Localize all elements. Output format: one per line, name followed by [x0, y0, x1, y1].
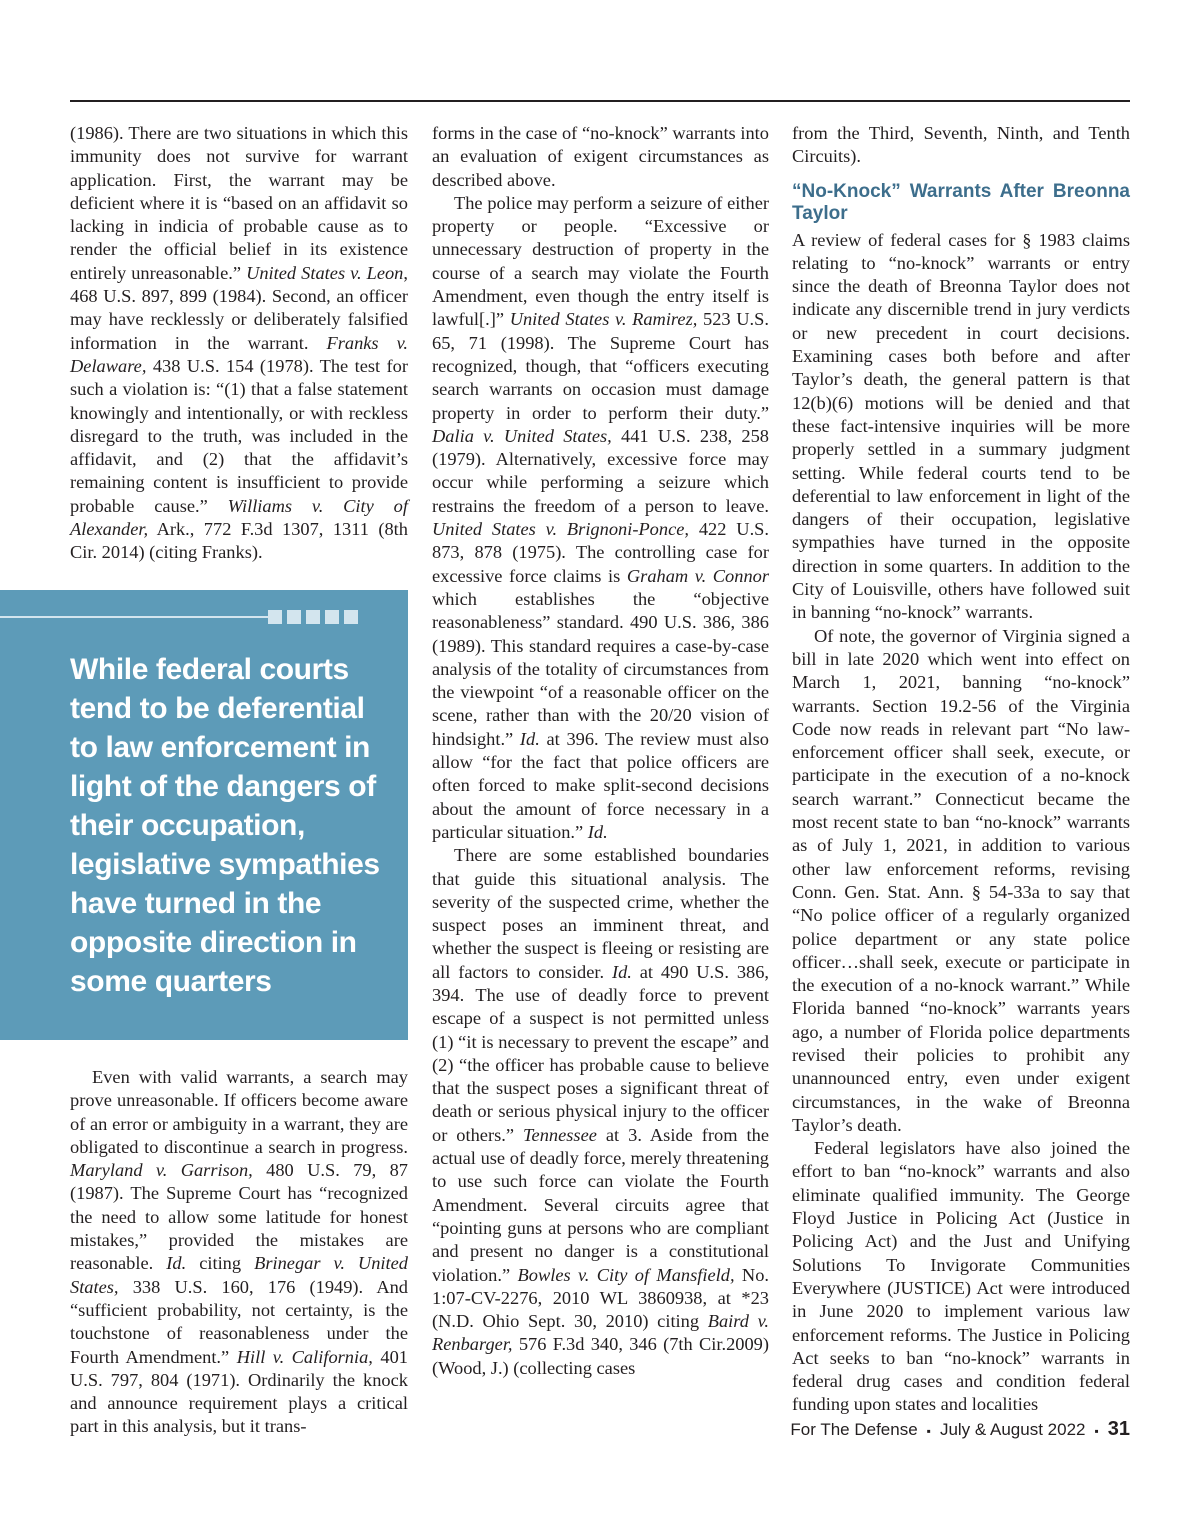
text-run: forms in the case of “no-knock” warrants into an evaluation of exigent circumstances as described above. [432, 123, 769, 190]
text-run: at 396. The review must also allow “for the fact that police officers are often forced to make split-second decisions about the amount of force necessary in a particular situation.” [432, 728, 769, 842]
column-3 [792, 122, 1130, 1417]
case-citation: United States v. Brignoni-Ponce, [432, 519, 689, 540]
pull-quote-rule [0, 616, 268, 618]
text-run: 422 U.S. 873, 878 (1975). The controlling case for excessive force claims is [432, 519, 769, 586]
case-citation: Tennessee [523, 1124, 597, 1145]
text-run: Federal legislators have also joined the effort to ban “no-knock” warrants and also eliminate qualified immunity. The George Floyd Justice in Policing Act (Justice in Policing Act) and the Just and Unifying Solutions To Invigorate Communities Everywhere (JUSTICE) Act were introduced in June 2020 to implement various law enforcement reforms. The Justice in Policing Act seeks to ban “no-knock” warrants in federal drug cases and condition federal funding upon states and localities [792, 1138, 1130, 1415]
text-run: at 490 U.S. 386, 394. The use of deadly force to prevent escape of a suspect is not permitted unless (1) “it is necessary to prevent the escape” and (2) “the officer has probable cause to believe that the suspect poses a significant threat of death or serious physical injury to the officer or others.” [432, 961, 769, 1145]
pull-quote-box [0, 590, 408, 1040]
case-citation: Hill v. California, [236, 1346, 373, 1367]
square-icon [306, 610, 320, 624]
pull-quote-text: While federal courts tend to be deferential to law enforcement in light of the dangers of their occupation, legislative sympathies have turned in the opposite direction in some quarters [70, 653, 380, 998]
text-run: Of note, the governor of Virginia signed a bill in late 2020 which went into effect on March 1, 2021, banning “no-knock” warrants. Section 19.2-56 of the Virginia Code now reads in relevant part “No law-enforcement officer shall seek, execute, or participate in the execution of a no-knock search warrant.” Connecticut became the most recent state to ban “no-knock” warrants as of July 1, 2021, in addition to various other law enforcement reforms, revising Conn. Gen. Stat. Ann. § 54-33a to say that “No police officer of a regularly organized police department or any state police officer…shall seek, execute or participate in the execution of a no-knock warrant.” While Florida banned “no-knock” warrants years ago, a number of Florida police departments revised their policies to prohibit any unannounced entry, even under exigent circumstances, in the wake of Breonna Taylor’s death. [792, 625, 1130, 1135]
case-citation: Baird v. Renbarger, [432, 1311, 770, 1355]
text-run: 441 U.S. 238, 258 (1979). Alternatively, excessive force may occur while performing a seizure which restrains the freedom of a person to leave. [432, 425, 769, 516]
case-citation: Dalia v. United States, [432, 425, 612, 446]
text-run: 438 U.S. 154 (1978). The test for such a violation is: “(1) that a false statement knowingly and intentionally, or with reckless disregard to the truth, was included in the affidavit, and (2) that the affidavit’s remaining content is insufficient to provide probable cause.” [70, 355, 408, 516]
text-run: citing [186, 1253, 255, 1274]
text-run: 401 U.S. 797, 804 (1971). Ordinarily the knock and announce requirement plays a critical part in this analysis, but it trans- [70, 1346, 408, 1437]
paragraph [792, 1137, 1130, 1417]
square-icon [268, 610, 282, 624]
case-citation: Bowles v. City of Mansfield, [517, 1264, 735, 1285]
paragraph [792, 122, 1130, 169]
text-run: 523 U.S. 65, 71 (1998). The Supreme Court has recognized, though, that “officers executing search warrants on occasion must damage property in order to perform their duty.” [432, 309, 769, 423]
paragraph [432, 844, 769, 1380]
text-run: 576 F.3d 340, 346 (7th Cir.2009) (Wood, J.) (collecting cases [432, 1334, 769, 1378]
square-icon [344, 610, 358, 624]
case-citation: Williams v. City of Alexander, [70, 495, 408, 540]
column-2 [432, 122, 769, 1380]
case-citation: Graham v. Connor [626, 565, 769, 586]
case-citation: Maryland v. Garrison, [70, 1160, 253, 1181]
text-run: from the Third, Seventh, Ninth, and Tenth Circuits). [792, 123, 1130, 167]
square-icon [287, 610, 301, 624]
text-run: , 468 U.S. 897, 899 (1984). Second, an officer may have recklessly or deliberately falsified information in the warrant. [70, 262, 408, 353]
case-citation: Id. [519, 728, 540, 749]
separator-icon: ▪ [1094, 1424, 1099, 1438]
text-run: 338 U.S. 160, 176 (1949). And “sufficient probability, not certainty, is the touchstone of reasonableness under the Fourth Amendment.” [70, 1276, 408, 1367]
text-run: which establishes the “objective reasonableness” standard. 490 U.S. 386, 386 (1989). This standard requires a case-by-case analysis of the totality of circumstances from the viewpoint “of a reasonable officer on the scene, rather than with the 20/20 vision of hindsight.” [432, 588, 769, 749]
case-citation: Brinegar v. United States, [70, 1253, 408, 1297]
paragraph [792, 229, 1130, 625]
separator-icon: ▪ [926, 1424, 931, 1438]
column-1-top [70, 122, 408, 565]
paragraph [432, 192, 769, 844]
pull-quote-squares [268, 610, 358, 624]
issue-date: July & August 2022 [939, 1420, 1086, 1439]
text-run: The police may perform a seizure of either property or people. “Excessive or unnecessary destruction of property in the course of a search may violate the Fourth Amendment, even though the entry itself is lawful[.]” [432, 192, 769, 330]
publication-name: For The Defense [790, 1420, 918, 1439]
paragraph [70, 122, 408, 565]
text-run: Ark., 772 F.3d 1307, 1311 (8th Cir. 2014) (citing Franks). [70, 519, 408, 563]
section-heading: “No-Knock” Warrants After Breonna Taylor [792, 180, 1130, 224]
page-footer [790, 1418, 1130, 1441]
case-citation: United States v. Leon [246, 262, 404, 283]
case-citation: Franks v. Delaware, [70, 332, 409, 376]
case-citation: Id. [611, 961, 632, 982]
paragraph [792, 625, 1130, 1138]
text-run: (1986). There are two situations in which this immunity does not survive for warrant application. First, the warrant may be deficient where it is “based on an affidavit so lacking in indicia of probable cause as to render the official belief in its existence entirely unreasonable.” [70, 123, 408, 283]
text-run: No. 1:07-CV-2276, 2010 WL 3860938, at *23 (N.D. Ohio Sept. 30, 2010) citing [432, 1264, 770, 1332]
case-citation: Id. [166, 1253, 187, 1274]
square-icon [325, 610, 339, 624]
case-citation: Id. [587, 821, 608, 842]
top-rule [70, 100, 1130, 102]
paragraph [70, 1066, 408, 1439]
text-run: 480 U.S. 79, 87 (1987). The Supreme Court has “recognized the need to allow some latitude for honest mistakes,” provided the mistakes are reasonable. [70, 1160, 409, 1274]
page-number: 31 [1107, 1418, 1130, 1440]
text-run: There are some established boundaries that guide this situational analysis. The severity of the suspected crime, whether the suspect poses an imminent threat, and whether the suspect is fleeing or resisting are all factors to consider. [432, 845, 769, 982]
column-1-bottom [70, 1066, 408, 1439]
text-run: at 3. Aside from the actual use of deadly force, merely threatening to use such force can violate the Fourth Amendment. Several circuits agree that “pointing guns at persons who are compliant and present no danger is a constitutional violation.” [432, 1124, 769, 1285]
case-citation: United States v. Ramirez, [509, 309, 698, 330]
text-run: Even with valid warrants, a search may prove unreasonable. If officers become aware of an error or ambiguity in a warrant, they are obligated to discontinue a search in progress. [70, 1067, 408, 1157]
text-run: A review of federal cases for § 1983 claims relating to “no-knock” warrants or entry since the death of Breonna Taylor does not indicate any discernible trend in jury verdicts or new precedent in court decisions. Examining cases both before and after Taylor’s death, the general pattern is that 12(b)(6) motions will be denied and that these fact-intensive inquiries will be more properly settled in a summary judgment setting. While federal courts tend to be deferential to law enforcement in light of the dangers of their occupation, legislative sympathies have turned in the opposite direction in some quarters. In addition to the City of Louisville, others have followed suit in banning “no-knock” warrants. [792, 229, 1130, 623]
paragraph [432, 122, 769, 192]
